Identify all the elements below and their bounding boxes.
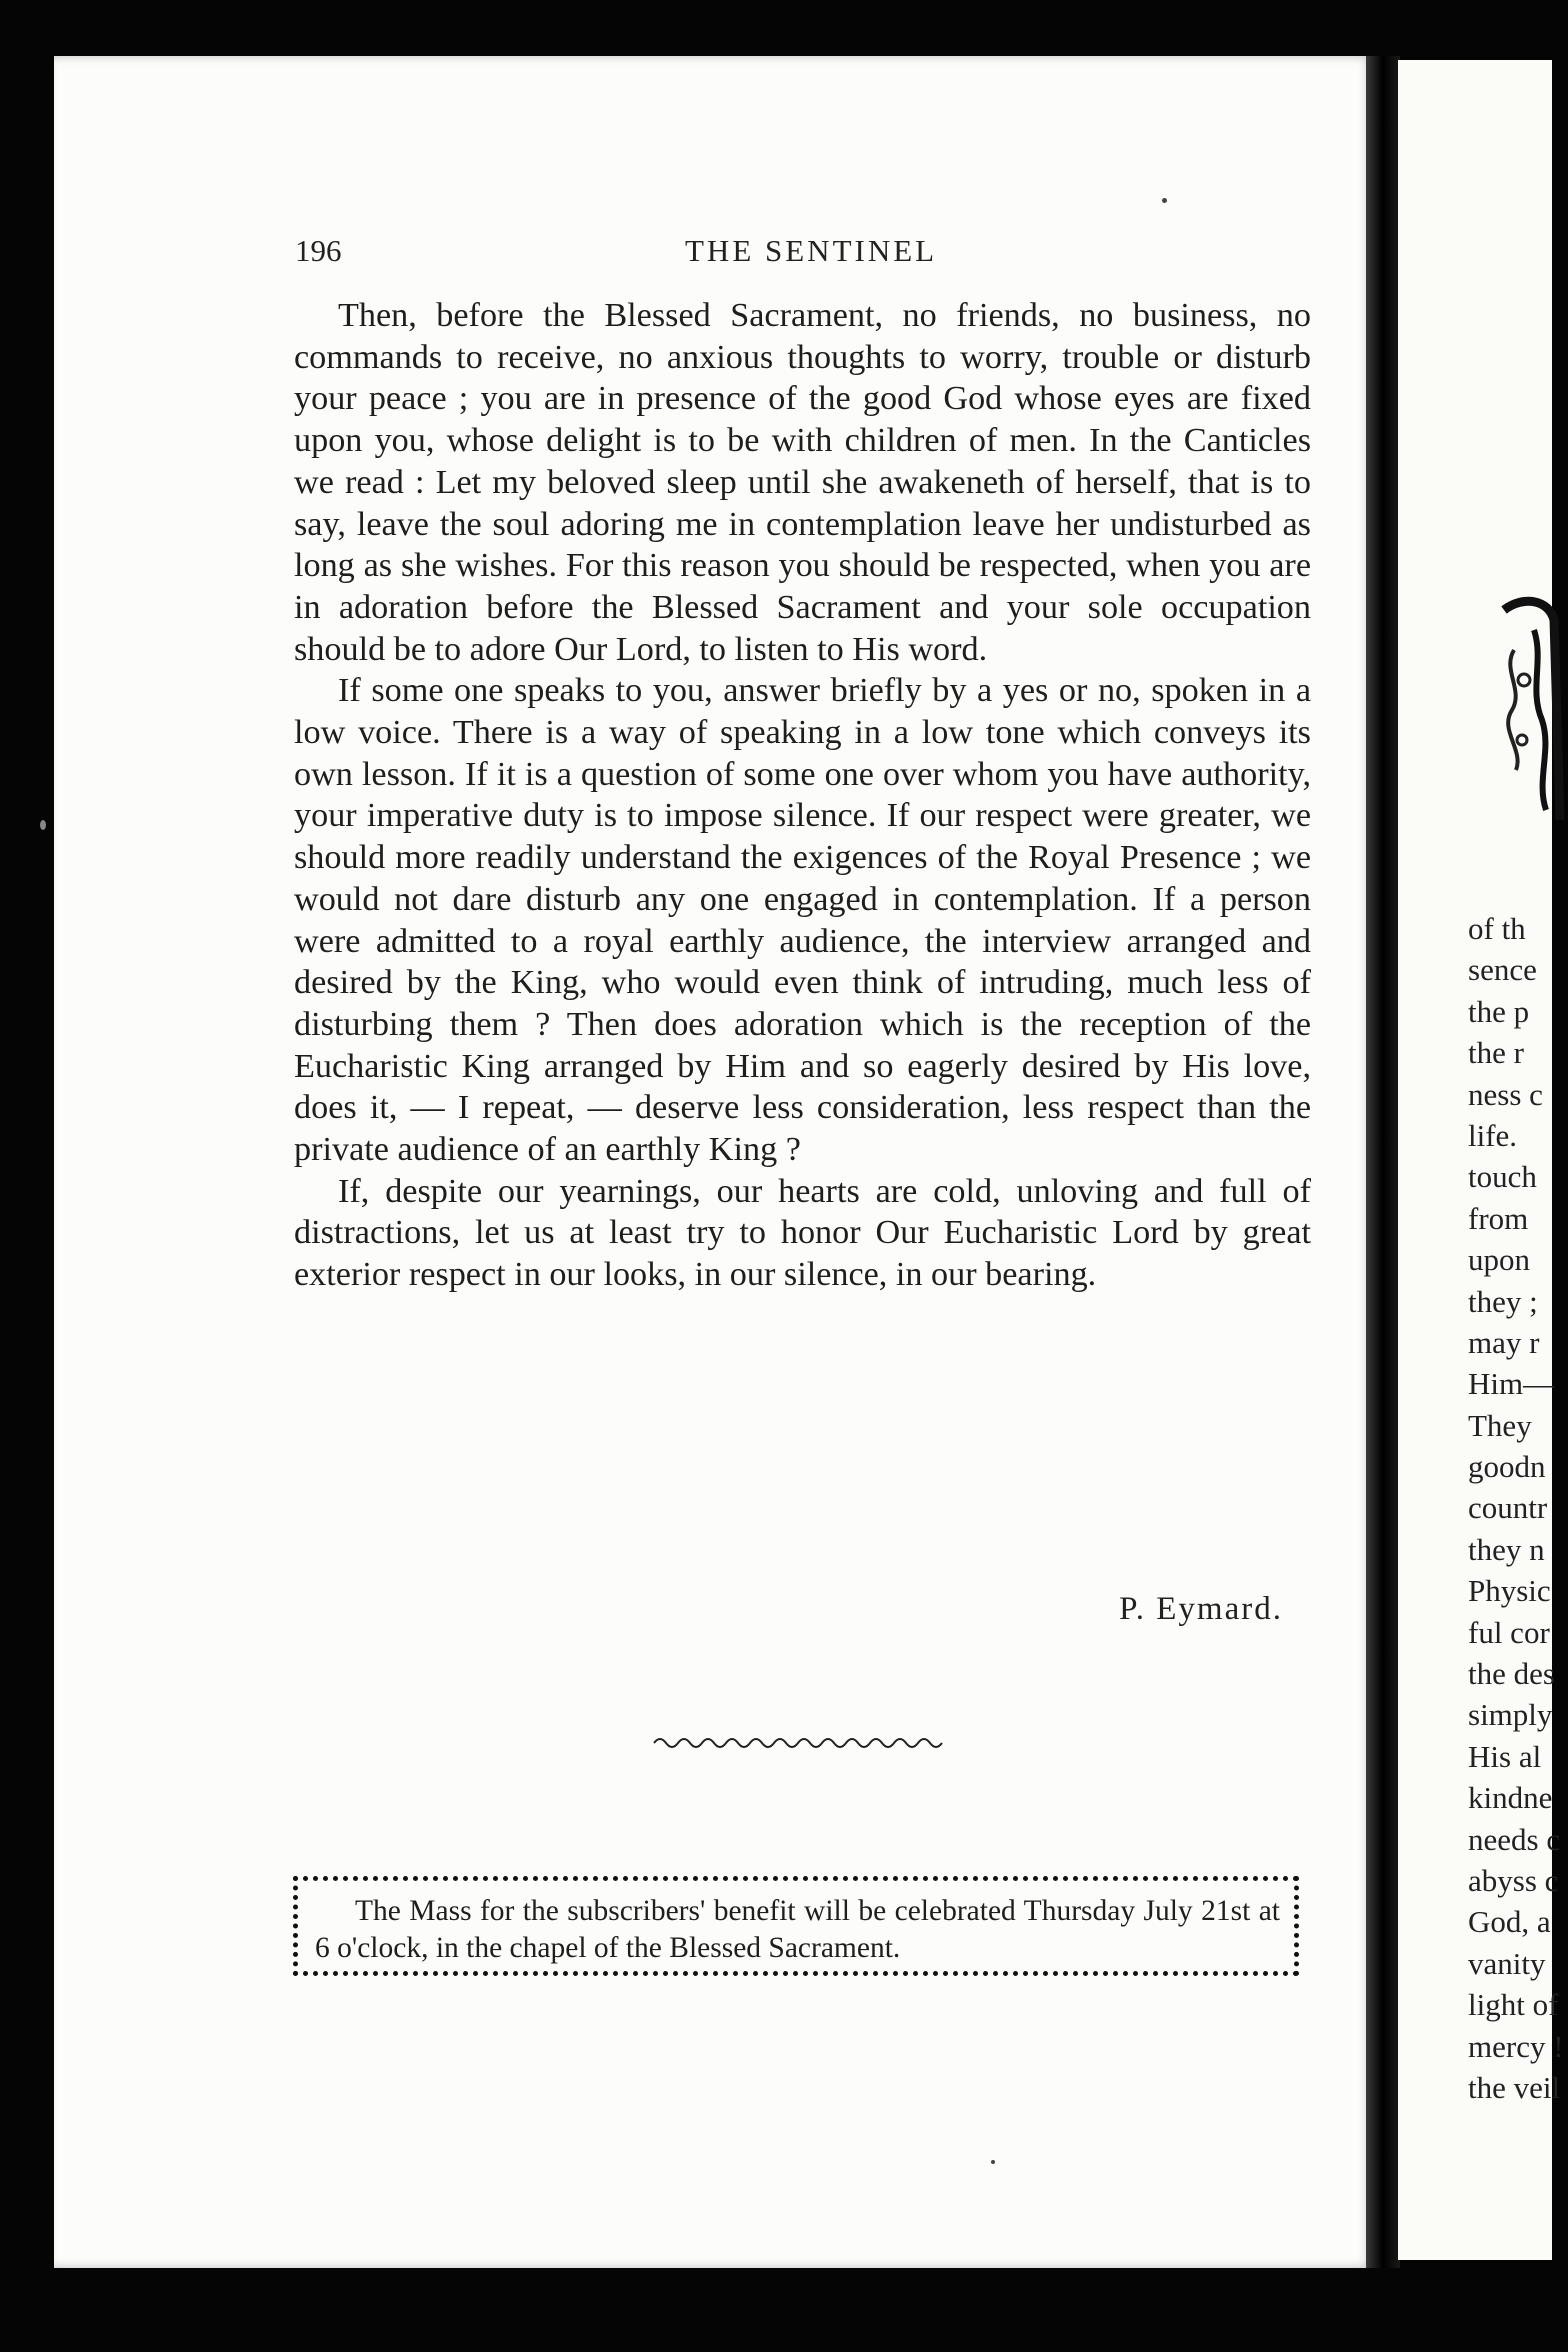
text-fragment: they n xyxy=(1468,1531,1545,1567)
text-fragment: ness c xyxy=(1468,1076,1543,1112)
paragraph: If, despite our yearnings, our hearts are cold, unloving and full of distractions, let us at least try to honor Our Eucharistic Lord by great exterior respect in our looks, in our silence, in our bearing. xyxy=(294,1172,1311,1294)
text-fragment: the r xyxy=(1468,1035,1524,1071)
text-fragment: Physic xyxy=(1468,1573,1551,1609)
right-page-partial xyxy=(1398,60,1564,2260)
subscriber-mass-notice xyxy=(293,1876,1299,1976)
text-fragment: abyss c xyxy=(1468,1862,1559,1898)
text-fragment: touch xyxy=(1468,1159,1537,1195)
text-fragment: the des xyxy=(1468,1656,1555,1692)
decorative-initial-icon xyxy=(1494,590,1564,830)
text-fragment: may r xyxy=(1468,1324,1540,1360)
article-body xyxy=(294,295,1311,1296)
text-fragment: His al xyxy=(1468,1738,1542,1774)
text-fragment: needs c xyxy=(1468,1821,1561,1857)
text-fragment: the p xyxy=(1468,993,1530,1029)
text-fragment: goodn xyxy=(1468,1449,1546,1485)
paragraph: If some one speaks to you, answer briefly by a yes or no, spoken in a low voice. There is a way of speaking in a low tone which conveys its own lesson. If it is a question of some one over whom you have authority, your imperative duty is to impose silence. If our respect were greater, we should more readily understand the exigences of the Royal Presence ; we would not dare disturb any one engaged in contemplation. If a person were admitted to a royal earthly audience, the interview arranged and desired by the King, who would even think of intruding, much less of disturbing them ? Then does adoration which is the reception of the Eucharistic King arranged by Him and so eagerly desired by His love, does it, — I repeat, — deserve less consideration, less respect than the private audience of an earthly King ? xyxy=(294,672,1311,1169)
text-fragment: light of xyxy=(1468,1987,1559,2023)
text-fragment: ful cor xyxy=(1468,1614,1550,1650)
text-fragment: They xyxy=(1468,1407,1532,1443)
text-fragment: Him— xyxy=(1468,1366,1555,1402)
text-fragment: the veil xyxy=(1468,2069,1561,2105)
text-fragment: sence xyxy=(1468,952,1537,988)
text-fragment: from xyxy=(1468,1200,1529,1236)
author-signature: P. Eymard. xyxy=(1119,1591,1283,1627)
text-fragment: upon xyxy=(1468,1242,1530,1278)
wavy-divider-ornament xyxy=(652,1731,952,1755)
scan-speck xyxy=(40,820,46,830)
running-title: THE SENTINEL xyxy=(685,233,938,268)
notice-text: The Mass for the subscribers' benefit will be celebrated Thursday July 21st at 6 o'clock, in the chapel of the Blessed Sacrament. xyxy=(315,1895,1280,1964)
paragraph: Then, before the Blessed Sacrament, no friends, no business, no commands to receive, no anxious thoughts to worry, trouble or disturb your peace ; you are in presence of the good God whose eyes are fixed upon you, whose delight is to be with children of men. In the Canticles we read : Let my beloved sleep until she awakeneth of herself, that is to say, leave the soul adoring me in contemplation leave her undisturbed as long as she wishes. For this reason you should be respected, when you are in adoration before the Blessed Sacrament and your sole occupation should be to adore Our Lord, to listen to His word. xyxy=(294,297,1311,668)
text-fragment: of th xyxy=(1468,911,1526,946)
running-head xyxy=(295,233,1315,273)
text-fragment: they ; xyxy=(1468,1283,1538,1319)
text-fragment: vanity xyxy=(1468,1945,1546,1981)
text-fragment: life. xyxy=(1468,1117,1518,1153)
scan-speck xyxy=(1162,198,1167,203)
book-gutter xyxy=(1366,56,1400,2268)
text-fragment: kindne xyxy=(1468,1780,1553,1816)
scan-speck xyxy=(991,2160,995,2164)
text-fragment: God, a xyxy=(1468,1904,1551,1940)
text-fragment: mercy ! xyxy=(1468,2028,1564,2064)
page-number: 196 xyxy=(295,233,342,268)
text-fragment: simply xyxy=(1468,1697,1553,1733)
right-page-text-fragments xyxy=(1468,908,1568,2108)
text-fragment: countr xyxy=(1468,1490,1548,1526)
